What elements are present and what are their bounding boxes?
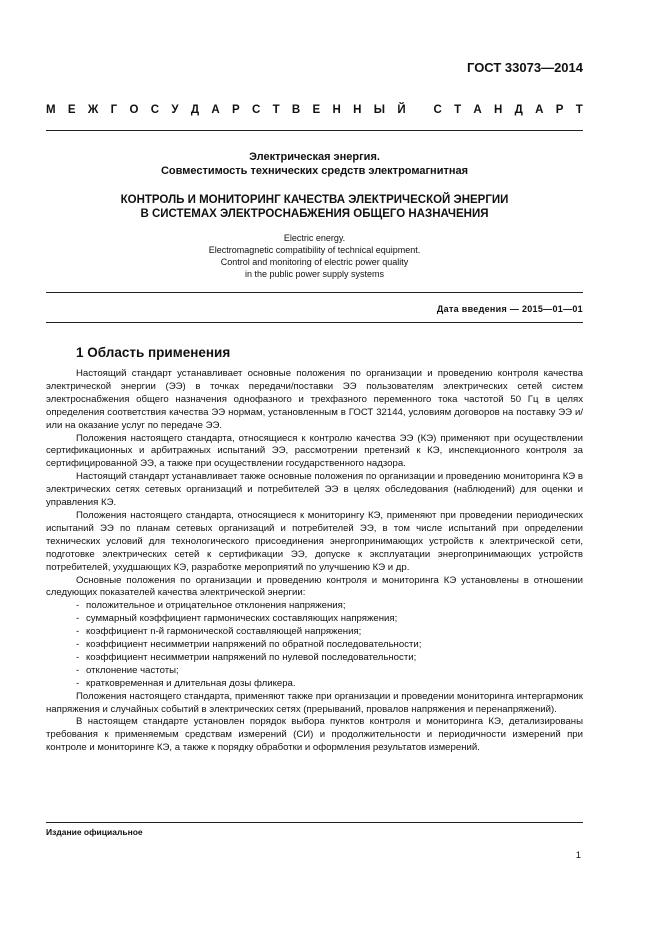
paragraph: В настоящем стандарте установлен порядок выбора пунктов контроля и мониторинга КЭ, детализированы требования к применяемым средствам измерений (СИ) и продолжительности и периодичности измерений при контроле и мониторинге КЭ, а также к порядку обработки и оформления результатов измерений.	[46, 716, 583, 754]
english-title-line-2: Electromagnetic compatibility of technical equipment.	[208, 245, 421, 255]
interstate-letter: М	[46, 104, 56, 116]
interstate-letter: Т	[272, 104, 280, 116]
list-item: - суммарный коэффициент гармонических составляющих напряжения;	[46, 613, 583, 626]
interstate-letter: Е	[312, 104, 321, 116]
interstate-letter: Н	[332, 104, 341, 116]
paragraph: Положения настоящего стандарта, применяют также при организации и проведении мониторинга интергармоник напряжения и случайных событий в электрических сетях (прерываний, провалов напряжения и перенапряжений).	[46, 690, 583, 715]
interstate-letter: С	[150, 104, 160, 116]
gost-code: ГОСТ 33073—2014	[467, 60, 583, 75]
english-title-line-4: in the public power supply systems	[244, 269, 385, 279]
interstate-letter: Ж	[87, 104, 99, 116]
interstate-letter: Н	[353, 104, 362, 116]
interstate-letter: Й	[397, 104, 406, 116]
main-title-line-2: В СИСТЕМАХ ЭЛЕКТРОСНАБЖЕНИЯ ОБЩЕГО НАЗНАЧЕНИЯ	[140, 208, 489, 220]
interstate-letter: С	[251, 104, 261, 116]
section-title: 1 Область применения	[76, 345, 231, 360]
paragraph: Настоящий стандарт устанавливает основные положения по организации и проведению контроля качества электрической энергии (ЭЭ) в точках передачи/поставки ЭЭ пользователям электрических сетей систем электроснабжения общего назначения однофазного и трехфазного переменного тока частотой 50 Гц в целях определения соответствия качества ЭЭ нормам, установленным в ГОСТ 32144, условиям договоров на поставку ЭЭ и/или на оказание услуг по передаче ЭЭ.	[46, 368, 583, 431]
introduction-date: Дата введения — 2015—01—01	[436, 304, 583, 314]
page-number: 1	[575, 850, 581, 861]
interstate-letter: Ы	[373, 104, 386, 116]
paragraph: Основные положения по организации и проведению контроля и мониторинга КЭ установлены в отношении следующих показателей качества электрической энергии:	[46, 574, 583, 599]
interstate-letter: Д	[514, 104, 523, 116]
interstate-letter: Т	[575, 104, 583, 116]
interstate-letter: А	[473, 104, 482, 116]
english-title-line-1: Electric energy.	[283, 233, 346, 243]
top-divider	[46, 130, 583, 131]
list-item: - отклонение частоты;	[46, 665, 583, 678]
paragraph: Положения настоящего стандарта, относящиеся к контролю качества ЭЭ (КЭ) применяют при осуществлении сертификационных и арбитражных испытаний ЭЭ, рассмотрении претензий к КЭ, инспекционного контроля за сертифицированной ЭЭ, а также при осуществлении государственного надзора.	[46, 432, 583, 470]
paragraph: Положения настоящего стандарта, относящиеся к мониторингу КЭ, применяют при проведении периодических испытаний ЭЭ по планам сетевых организаций и потребителей ЭЭ, в том числе испытаний при определении технических условий для технологического присоединения энергопринимающих устройств к электрической сети, подготовке электрических сетей к сертификации ЭЭ, допуске к эксплуатации энергопринимающих устройств потребителей, ухудшающих КЭ, разработке мероприятий по улучшению КЭ и др.	[46, 509, 583, 573]
list-item: - положительное и отрицательное отклонения напряжения;	[46, 600, 583, 613]
interstate-letter: А	[211, 104, 220, 116]
interstate-letter: Т	[454, 104, 462, 116]
interstate-letter: У	[171, 104, 179, 116]
interstate-letter: А	[535, 104, 544, 116]
interstate-letter: О	[129, 104, 139, 116]
interstate-letter	[418, 104, 421, 120]
interstate-letter: Н	[494, 104, 503, 116]
interstate-letter: Д	[190, 104, 200, 116]
interstate-standard-heading	[46, 104, 583, 120]
subtitle-line-2: Совместимость технических средств электромагнитная	[160, 165, 469, 177]
main-title-line-1: КОНТРОЛЬ И МОНИТОРИНГ КАЧЕСТВА ЭЛЕКТРИЧЕСКОЙ ЭНЕРГИИ	[120, 194, 509, 206]
paragraph: Настоящий стандарт устанавливает также основные положения по организации и проведению мониторинга КЭ в электрических сетях сетевых организаций и потребителей ЭЭ в целях обследования (наблюдений) для оценки и управления КЭ.	[46, 471, 583, 509]
list-item: - кратковременная и длительная дозы фликера.	[46, 678, 583, 691]
list-item: - коэффициент n-й гармонической составляющей напряжения;	[46, 626, 583, 639]
interstate-letter: Г	[110, 104, 118, 116]
divider-below-date	[46, 322, 583, 323]
interstate-letter: Е	[67, 104, 76, 116]
english-title-line-3: Control and monitoring of electric power quality	[220, 257, 409, 267]
interstate-letter: Р	[555, 104, 564, 116]
subtitle-line-1: Электрическая энергия.	[249, 151, 380, 163]
interstate-letter: В	[291, 104, 301, 116]
footer-divider	[46, 822, 583, 823]
interstate-letter: С	[433, 104, 442, 116]
official-edition-label: Издание официальное	[46, 827, 143, 837]
list-item: - коэффициент несимметрии напряжений по обратной последовательности;	[46, 639, 583, 652]
interstate-letter: Р	[231, 104, 240, 116]
section-body	[46, 368, 583, 755]
divider-above-date	[46, 292, 583, 293]
quality-indicator-list	[46, 600, 583, 690]
list-item: - коэффициент несимметрии напряжений по нулевой последовательности;	[46, 652, 583, 665]
